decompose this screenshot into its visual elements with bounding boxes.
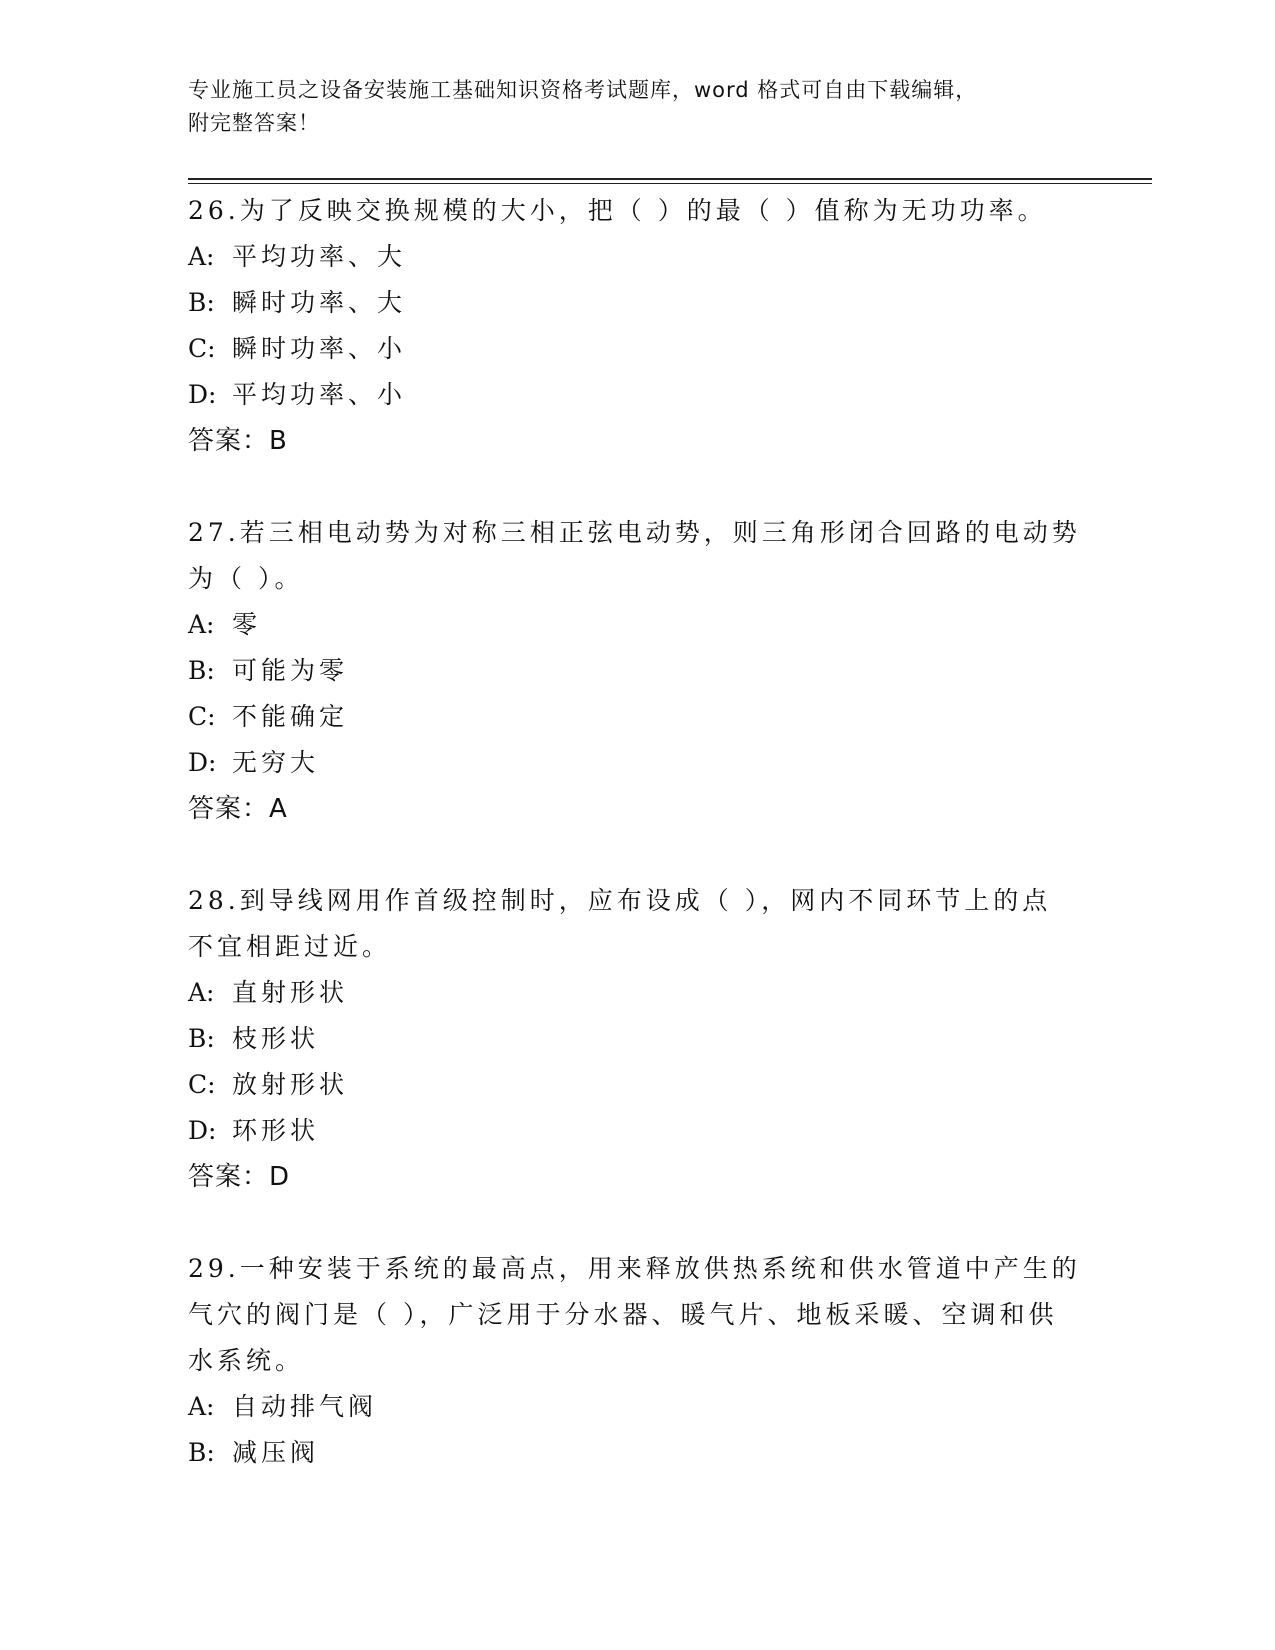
option-letter: C: [188,334,216,363]
option-letter: B: [188,1438,215,1467]
option-text: 自动排气阀 [232,1392,378,1421]
option-letter: A: [188,610,215,639]
option-letter: B: [188,288,215,317]
option-text: 平均功率、小 [232,380,407,409]
question-stem [188,510,1088,602]
option-text: 可能为零 [232,656,349,685]
option-text: 不能确定 [232,702,349,731]
option-text: 环形状 [232,1116,320,1145]
option-text: 瞬时功率、小 [232,334,407,363]
option-text: 瞬时功率、大 [232,288,407,317]
option-a [188,602,1088,648]
option-b [188,648,1088,694]
option-text: 枝形状 [232,1024,320,1053]
question-stem-line: 29.一种安装于系统的最高点，用来释放供热系统和供水管道中产生的 [188,1254,1081,1283]
option-c [188,326,1088,372]
question-stem [188,878,1088,970]
header-divider-thin [188,183,1152,184]
option-c [188,1062,1088,1108]
option-text: 放射形状 [232,1070,349,1099]
option-d [188,1108,1088,1154]
question-stem-line: 27.若三相电动势为对称三相正弦电动势，则三角形闭合回路的电动势 [188,518,1081,547]
header-line-1: 专业施工员之设备安装施工基础知识资格考试题库，word 格式可自由下载编辑， [188,78,978,102]
option-text: 直射形状 [232,978,349,1007]
answer-line: 答案：A [188,794,288,824]
answer-line: 答案：B [188,426,288,456]
option-b [188,280,1088,326]
option-letter: B: [188,656,215,685]
document-header [188,74,1088,140]
option-text: 无穷大 [232,748,320,777]
question-stem-line: 气穴的阀门是（ ），广泛用于分水器、暖气片、地板采暖、空调和供 [188,1300,1058,1329]
option-d [188,740,1088,786]
option-c [188,694,1088,740]
question-stem-line: 不宜相距过近。 [188,932,392,961]
question-stem [188,1246,1088,1384]
option-b [188,1016,1088,1062]
option-a [188,970,1088,1016]
option-b [188,1430,1088,1476]
question-stem-line: 为（ ）。 [188,564,304,593]
question-list [188,188,1088,1522]
question-27 [188,510,1088,832]
option-letter: C: [188,702,216,731]
option-letter: D: [188,1116,217,1145]
header-divider-thick [188,178,1152,180]
option-letter: D: [188,748,217,777]
question-26 [188,188,1088,464]
option-text: 平均功率、大 [232,242,407,271]
option-text: 零 [232,610,262,639]
question-stem-line: 水系统。 [188,1346,305,1375]
question-28 [188,878,1088,1200]
option-letter: B: [188,1024,215,1053]
option-letter: A: [188,1392,215,1421]
option-letter: D: [188,380,217,409]
option-a [188,234,1088,280]
option-letter: A: [188,978,215,1007]
question-stem-line: 28.到导线网用作首级控制时，应布设成（ ），网内不同环节上的点 [188,886,1052,915]
option-letter: C: [188,1070,216,1099]
option-a [188,1384,1088,1430]
option-d [188,372,1088,418]
question-29 [188,1246,1088,1476]
answer-line: 答案：D [188,1162,291,1192]
option-text: 减压阀 [232,1438,320,1467]
header-line-2: 附完整答案！ [188,111,320,135]
question-stem [188,188,1088,234]
option-letter: A: [188,242,215,271]
question-stem-line: 26.为了反映交换规模的大小，把（ ）的最（ ）值称为无功功率。 [188,196,1047,225]
